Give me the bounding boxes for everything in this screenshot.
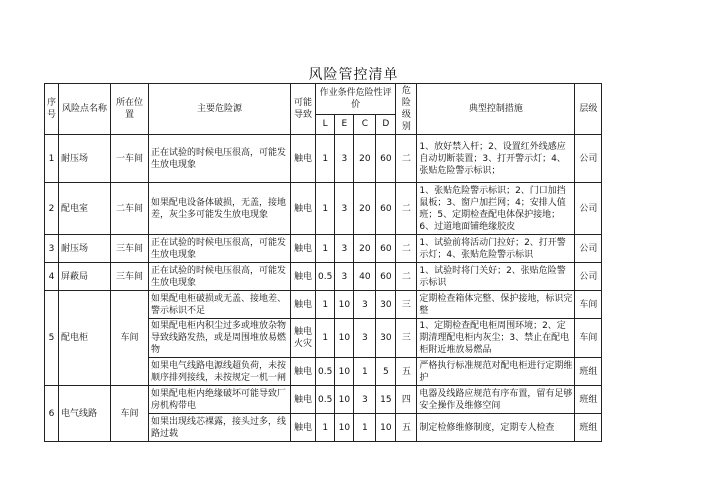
cell-D: 10 — [376, 414, 396, 442]
cell-E: 10 — [335, 414, 354, 442]
header-risk-point: 风险点名称 — [59, 84, 111, 135]
cell-C: 3 — [354, 319, 376, 358]
cell-level: 五 — [396, 358, 417, 386]
header-hazard: 主要危险源 — [149, 84, 291, 135]
cell-level: 三 — [396, 291, 417, 319]
cell-L: 1 — [316, 235, 335, 263]
cell-risk-point: 耐压场 — [59, 235, 111, 263]
cell-result: 触电 — [291, 291, 316, 319]
cell-risk-point: 电气线路 — [59, 386, 111, 442]
cell-C: 20 — [354, 135, 376, 183]
cell-C: 40 — [354, 263, 376, 291]
cell-measures: 1、张贴危险警示标识；2、门口加挡鼠板；3、窗户加拦网；4；安排人值班；5、定期检查配电体保护接地；6、过道地面铺绝缘胶皮 — [417, 183, 575, 235]
cell-result: 触电 — [291, 135, 316, 183]
cell-result: 触电 — [291, 235, 316, 263]
cell-location: 车间 — [111, 386, 149, 442]
cell-measures: 严格执行标准规范对配电柜进行定期维护 — [417, 358, 575, 386]
cell-E: 10 — [335, 386, 354, 414]
cell-location: 二车间 — [111, 183, 149, 235]
cell-measures: 制定检修维修制度，定期专人检查 — [417, 414, 575, 442]
cell-result: 触电 — [291, 358, 316, 386]
cell-result: 触电 — [291, 386, 316, 414]
cell-tier: 公司 — [575, 263, 602, 291]
cell-hazard: 如果配电柜内积尘过多或堆放杂物导致线路发热，或是周围堆放易燃物 — [149, 319, 291, 358]
cell-E: 3 — [335, 235, 354, 263]
cell-location: 三车间 — [111, 235, 149, 263]
cell-L: 0.5 — [316, 263, 335, 291]
cell-seq: 1 — [45, 135, 59, 183]
cell-D: 5 — [376, 358, 396, 386]
cell-location: 车间 — [111, 291, 149, 386]
cell-D: 15 — [376, 386, 396, 414]
cell-level: 五 — [396, 414, 417, 442]
cell-E: 10 — [335, 291, 354, 319]
cell-hazard: 如果配电设备体破损，无盖，接地差，灰尘多可能发生放电现象 — [149, 183, 291, 235]
table-row — [45, 386, 602, 414]
table-row — [45, 183, 602, 235]
header-tier: 层级 — [575, 84, 602, 135]
cell-risk-point: 配电室 — [59, 183, 111, 235]
cell-level: 二 — [396, 183, 417, 235]
cell-E: 10 — [335, 358, 354, 386]
table-row — [45, 235, 602, 263]
cell-tier: 班组 — [575, 358, 602, 386]
cell-hazard: 如果出现线芯裸露，接头过多，线路过载 — [149, 414, 291, 442]
header-measures: 典型控制措施 — [417, 84, 575, 135]
cell-D: 60 — [376, 183, 396, 235]
cell-result: 触电 — [291, 414, 316, 442]
header-evaluation: 作业条件危险性评价 — [316, 84, 396, 115]
table-row — [45, 291, 602, 319]
cell-location: 三车间 — [111, 263, 149, 291]
cell-C: 1 — [354, 358, 376, 386]
cell-D: 60 — [376, 263, 396, 291]
cell-measures: 1、放好禁入杆；2、设置红外线感应自动切断装置；3、打开警示灯；4、张贴危险警示标识； — [417, 135, 575, 183]
table-row — [45, 135, 602, 183]
cell-measures: 定期检查箱体完整、保护接地，标识完整 — [417, 291, 575, 319]
table-row — [45, 263, 602, 291]
cell-L: 1 — [316, 135, 335, 183]
cell-E: 3 — [335, 183, 354, 235]
cell-L: 1 — [316, 183, 335, 235]
cell-seq: 2 — [45, 183, 59, 235]
cell-D: 30 — [376, 291, 396, 319]
page-title: 风险管控清单 — [308, 67, 399, 83]
cell-hazard: 如果电气线路电源线超负荷，未按顺序排列接线，未按规定一机一闸 — [149, 358, 291, 386]
cell-tier: 车间 — [575, 319, 602, 358]
header-seq: 序号 — [45, 84, 59, 135]
cell-C: 20 — [354, 235, 376, 263]
cell-D: 60 — [376, 235, 396, 263]
cell-location: 一车间 — [111, 135, 149, 183]
cell-L: 1 — [316, 291, 335, 319]
cell-seq: 6 — [45, 386, 59, 442]
cell-level: 二 — [396, 135, 417, 183]
cell-C: 20 — [354, 183, 376, 235]
cell-measures: 1、试验前将活动门拉好；2、打开警示灯；4、张贴危险警示标识 — [417, 235, 575, 263]
cell-level: 四 — [396, 386, 417, 414]
cell-L: 0.5 — [316, 386, 335, 414]
header-result: 可能导致 — [291, 84, 316, 135]
cell-L: 1 — [316, 414, 335, 442]
cell-measures: 1、试验时将门关好；2、张贴危险警示标识 — [417, 263, 575, 291]
cell-tier: 公司 — [575, 183, 602, 235]
cell-risk-point: 屏蔽局 — [59, 263, 111, 291]
cell-level: 三 — [396, 319, 417, 358]
cell-hazard: 正在试验的时候电压很高，可能发生放电现象 — [149, 135, 291, 183]
header-L: L — [316, 114, 335, 134]
cell-tier: 车间 — [575, 291, 602, 319]
header-level: 危险级别 — [396, 84, 417, 135]
header-C: C — [354, 114, 376, 134]
cell-tier: 班组 — [575, 414, 602, 442]
cell-seq: 4 — [45, 263, 59, 291]
cell-risk-point: 配电柜 — [59, 291, 111, 386]
cell-hazard: 如果配电柜破损或无盖、接地差、警示标识不足 — [149, 291, 291, 319]
cell-E: 10 — [335, 319, 354, 358]
cell-L: 1 — [316, 319, 335, 358]
header-location: 所在位置 — [111, 84, 149, 135]
cell-result: 触电 — [291, 263, 316, 291]
header-E: E — [335, 114, 354, 134]
cell-tier: 公司 — [575, 235, 602, 263]
cell-tier: 班组 — [575, 386, 602, 414]
cell-hazard: 正在试验的时候电压很高，可能发生放电现象 — [149, 235, 291, 263]
cell-D: 30 — [376, 319, 396, 358]
cell-result: 触电 — [291, 183, 316, 235]
header-D: D — [376, 114, 396, 134]
cell-hazard: 正在试验的时候电压很高，可能发生放电现象 — [149, 263, 291, 291]
cell-E: 3 — [335, 135, 354, 183]
cell-measures: 电器及线路应规范有序布置，留有足够安全操作及维修空间 — [417, 386, 575, 414]
cell-C: 3 — [354, 291, 376, 319]
cell-level: 二 — [396, 263, 417, 291]
cell-hazard: 如果配电柜内绝缘破坏可能导致厂房机构带电 — [149, 386, 291, 414]
cell-result: 触电火灾 — [291, 319, 316, 358]
cell-C: 1 — [354, 414, 376, 442]
cell-tier: 公司 — [575, 135, 602, 183]
cell-seq: 3 — [45, 235, 59, 263]
cell-E: 3 — [335, 263, 354, 291]
cell-C: 3 — [354, 386, 376, 414]
cell-seq: 5 — [45, 291, 59, 386]
cell-level: 二 — [396, 235, 417, 263]
cell-risk-point: 耐压场 — [59, 135, 111, 183]
risk-control-table — [44, 83, 602, 442]
cell-D: 60 — [376, 135, 396, 183]
cell-L: 0.5 — [316, 358, 335, 386]
cell-measures: 1、定期检查配电柜周围环境；2、定期清理配电柜内灰尘；3、禁止在配电柜附近堆放易燃品 — [417, 319, 575, 358]
